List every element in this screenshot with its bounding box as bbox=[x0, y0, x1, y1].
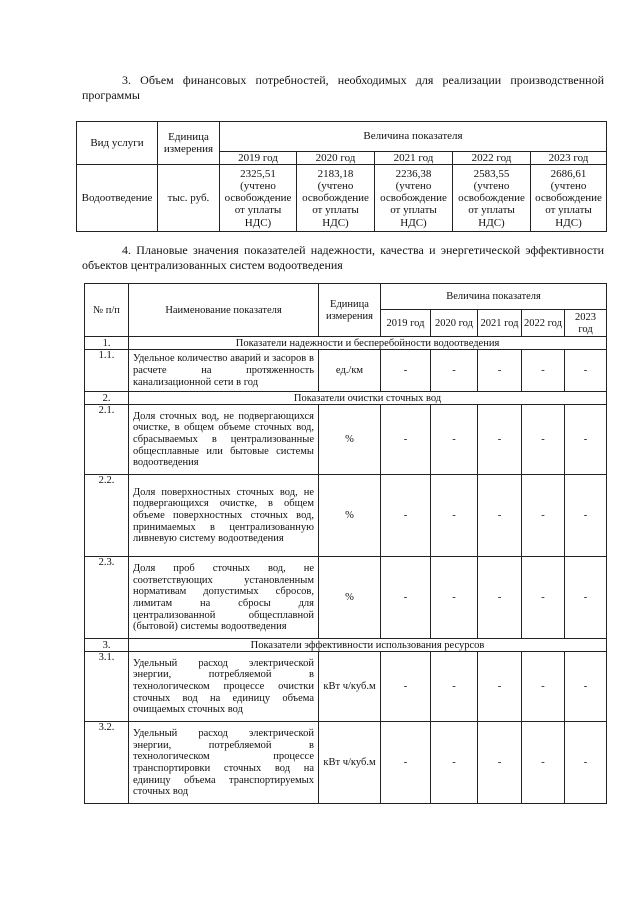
table2-row-num: 2.3. bbox=[85, 557, 129, 639]
section-3-heading bbox=[82, 73, 604, 102]
table2-row-value: - bbox=[431, 350, 478, 392]
table1-data-row bbox=[77, 165, 607, 232]
table1-col-service: Вид услуги bbox=[77, 122, 158, 165]
table1-value-note: от уплаты bbox=[312, 204, 359, 217]
table1-value-note: освобождение bbox=[302, 192, 369, 205]
table1-year-1: 2020 год bbox=[297, 152, 375, 165]
table2-section-row bbox=[85, 639, 607, 652]
table2-row-value: - bbox=[381, 722, 431, 804]
table1-value-note: от уплаты bbox=[234, 204, 282, 217]
table1-col-value: Величина показателя bbox=[220, 122, 607, 152]
table2-year-0: 2019 год bbox=[381, 310, 431, 337]
table2-row-value: - bbox=[522, 405, 565, 475]
table2-row-value: - bbox=[431, 557, 478, 639]
table2-row-value: - bbox=[522, 350, 565, 392]
table1-value-note: НДС) bbox=[322, 216, 349, 229]
table2-row-value: - bbox=[478, 405, 522, 475]
table2-row-value: - bbox=[381, 652, 431, 722]
table2-year-1: 2020 год bbox=[431, 310, 478, 337]
table1-value-note: освобождение bbox=[458, 192, 525, 205]
table1-value-note: освобождение bbox=[535, 192, 602, 205]
table2-row-unit: % bbox=[319, 405, 381, 475]
table2-row-num: 3.2. bbox=[85, 722, 129, 804]
table2-row-value: - bbox=[522, 475, 565, 557]
table2-row-value: - bbox=[522, 557, 565, 639]
table1-value: 2686,61 bbox=[550, 167, 587, 180]
indicators-table bbox=[84, 283, 607, 804]
section-4-text: Плановые значения показателей надежности, качества и энергетической эффективности объектов централизованных систем водоотведения bbox=[82, 243, 605, 272]
table2-row-value: - bbox=[431, 405, 478, 475]
table1-value-note: от уплаты bbox=[390, 204, 437, 217]
table2-row-value: - bbox=[381, 350, 431, 392]
table2-row bbox=[85, 475, 607, 557]
table1-value-note: (учтено bbox=[395, 179, 432, 192]
table2-row bbox=[85, 722, 607, 804]
table2-col-unit: Единица измерения bbox=[319, 284, 381, 337]
table2-row-unit: кВт ч/куб.м bbox=[319, 722, 381, 804]
table2-row-value: - bbox=[565, 722, 607, 804]
table2-row-value: - bbox=[478, 350, 522, 392]
table2-row bbox=[85, 652, 607, 722]
table2-row-name: Удельное количество аварий и засоров в расчете на протяженность канализационной сети в год bbox=[129, 350, 319, 392]
table2-section-title: Показатели надежности и бесперебойности водоотведения bbox=[129, 337, 607, 350]
table2-row-value: - bbox=[565, 475, 607, 557]
table2-year-3: 2022 год bbox=[522, 310, 565, 337]
table2-col-num: № п/п bbox=[85, 284, 129, 337]
table1-value-cell-3 bbox=[453, 165, 531, 232]
table2-row-value: - bbox=[431, 652, 478, 722]
table2-row-num: 1.1. bbox=[85, 350, 129, 392]
table1-col-unit: Единица измерения bbox=[158, 122, 220, 165]
table1-value-note: (учтено bbox=[473, 179, 510, 192]
table2-row-unit: ед./км bbox=[319, 350, 381, 392]
table1-value-note: НДС) bbox=[555, 216, 582, 229]
table2-col-value: Величина показателя bbox=[381, 284, 607, 310]
table1-year-4: 2023 год bbox=[531, 152, 607, 165]
table1-value-note: (учтено bbox=[550, 179, 587, 192]
table1-value-cell-4 bbox=[531, 165, 607, 232]
table1-value-note: (учтено bbox=[317, 179, 354, 192]
table1-value-note: от уплаты bbox=[468, 204, 515, 217]
table2-row-value: - bbox=[478, 557, 522, 639]
table2-year-2: 2021 год bbox=[478, 310, 522, 337]
table1-value-cell-0 bbox=[220, 165, 297, 232]
table2-row-value: - bbox=[522, 652, 565, 722]
table2-row-name: Доля поверхностных сточных вод, не подвергающихся очистке, в общем объеме поверхностных сточных вод, принимаемых в централизованную ливневую систему водоотведения bbox=[129, 475, 319, 557]
table2-section-num: 2. bbox=[85, 392, 129, 405]
table1-service: Водоотведение bbox=[77, 165, 158, 232]
table2-year-4: 2023 год bbox=[565, 310, 607, 337]
table2-row-num: 3.1. bbox=[85, 652, 129, 722]
table2-row-unit: % bbox=[319, 475, 381, 557]
table2-row-value: - bbox=[565, 557, 607, 639]
table1-value-note: НДС) bbox=[478, 216, 505, 229]
table2-section-row bbox=[85, 392, 607, 405]
table2-row-value: - bbox=[522, 722, 565, 804]
table1-value-note: НДС) bbox=[400, 216, 427, 229]
table1-value: 2236,38 bbox=[395, 167, 432, 180]
table2-row-value: - bbox=[565, 350, 607, 392]
table2-row bbox=[85, 350, 607, 392]
table1-value: 2183,18 bbox=[317, 167, 354, 180]
section-4-number: 4. bbox=[122, 243, 131, 257]
table2-row bbox=[85, 405, 607, 475]
table2-row-value: - bbox=[381, 557, 431, 639]
table2-row-num: 2.1. bbox=[85, 405, 129, 475]
table1-value-note: (учтено bbox=[240, 179, 276, 192]
table1-header-row bbox=[77, 122, 607, 152]
table1-year-2: 2021 год bbox=[375, 152, 453, 165]
table2-section-num: 1. bbox=[85, 337, 129, 350]
table2-col-name: Наименование показателя bbox=[129, 284, 319, 337]
table1-value: 2325,51 bbox=[240, 167, 276, 180]
table2-row-unit: % bbox=[319, 557, 381, 639]
table1-value-note: от уплаты bbox=[545, 204, 592, 217]
table2-section-title: Показатели очистки сточных вод bbox=[129, 392, 607, 405]
table1-year-3: 2022 год bbox=[453, 152, 531, 165]
table1-value-note: НДС) bbox=[244, 216, 272, 229]
table2-row-value: - bbox=[478, 722, 522, 804]
table2-row-num: 2.2. bbox=[85, 475, 129, 557]
section-3-number: 3. bbox=[122, 73, 131, 87]
table1-unit: тыс. руб. bbox=[158, 165, 220, 232]
table1-value-cell-2 bbox=[375, 165, 453, 232]
table2-section-row bbox=[85, 337, 607, 350]
table2-row-name: Удельный расход электрической энергии, потребляемой в технологическом процессе очистки сточных вод на единицу объема очищаемых сточных вод bbox=[129, 652, 319, 722]
table2-row-name: Доля проб сточных вод, не соответствующих установленным нормативам допустимых сбросов, лимитам на сбросы для централизованной общесплавной (бытовой) системы водоотведения bbox=[129, 557, 319, 639]
table2-row-value: - bbox=[478, 652, 522, 722]
table1-value-note: освобождение bbox=[224, 192, 292, 205]
table2-header-row bbox=[85, 284, 607, 310]
table1-value-note: освобождение bbox=[380, 192, 447, 205]
section-4-heading bbox=[82, 243, 604, 272]
table2-section-num: 3. bbox=[85, 639, 129, 652]
table2-row-value: - bbox=[381, 475, 431, 557]
table1-value-cell-1 bbox=[297, 165, 375, 232]
table1-value: 2583,55 bbox=[473, 167, 510, 180]
table2-row bbox=[85, 557, 607, 639]
table2-row-value: - bbox=[565, 405, 607, 475]
table2-row-value: - bbox=[565, 652, 607, 722]
table2-row-value: - bbox=[431, 722, 478, 804]
table2-row-unit: кВт ч/куб.м bbox=[319, 652, 381, 722]
table1-year-0: 2019 год bbox=[220, 152, 297, 165]
table2-row-name: Удельный расход электрической энергии, потребляемой в технологическом процессе транспортировки сточных вод на единицу объема транспортируемых сточных вод bbox=[129, 722, 319, 804]
table2-row-name: Доля сточных вод, не подвергающихся очистке, в общем объеме сточных вод, сбрасываемых в централизованные общесплавные или бытовые системы водоотведения bbox=[129, 405, 319, 475]
table2-row-value: - bbox=[478, 475, 522, 557]
table2-row-value: - bbox=[381, 405, 431, 475]
section-3-text: Объем финансовых потребностей, необходимых для реализации производственной программы bbox=[82, 73, 605, 102]
table2-row-value: - bbox=[431, 475, 478, 557]
financial-needs-table bbox=[76, 121, 607, 232]
table2-section-title: Показатели эффективности использования ресурсов bbox=[129, 639, 607, 652]
